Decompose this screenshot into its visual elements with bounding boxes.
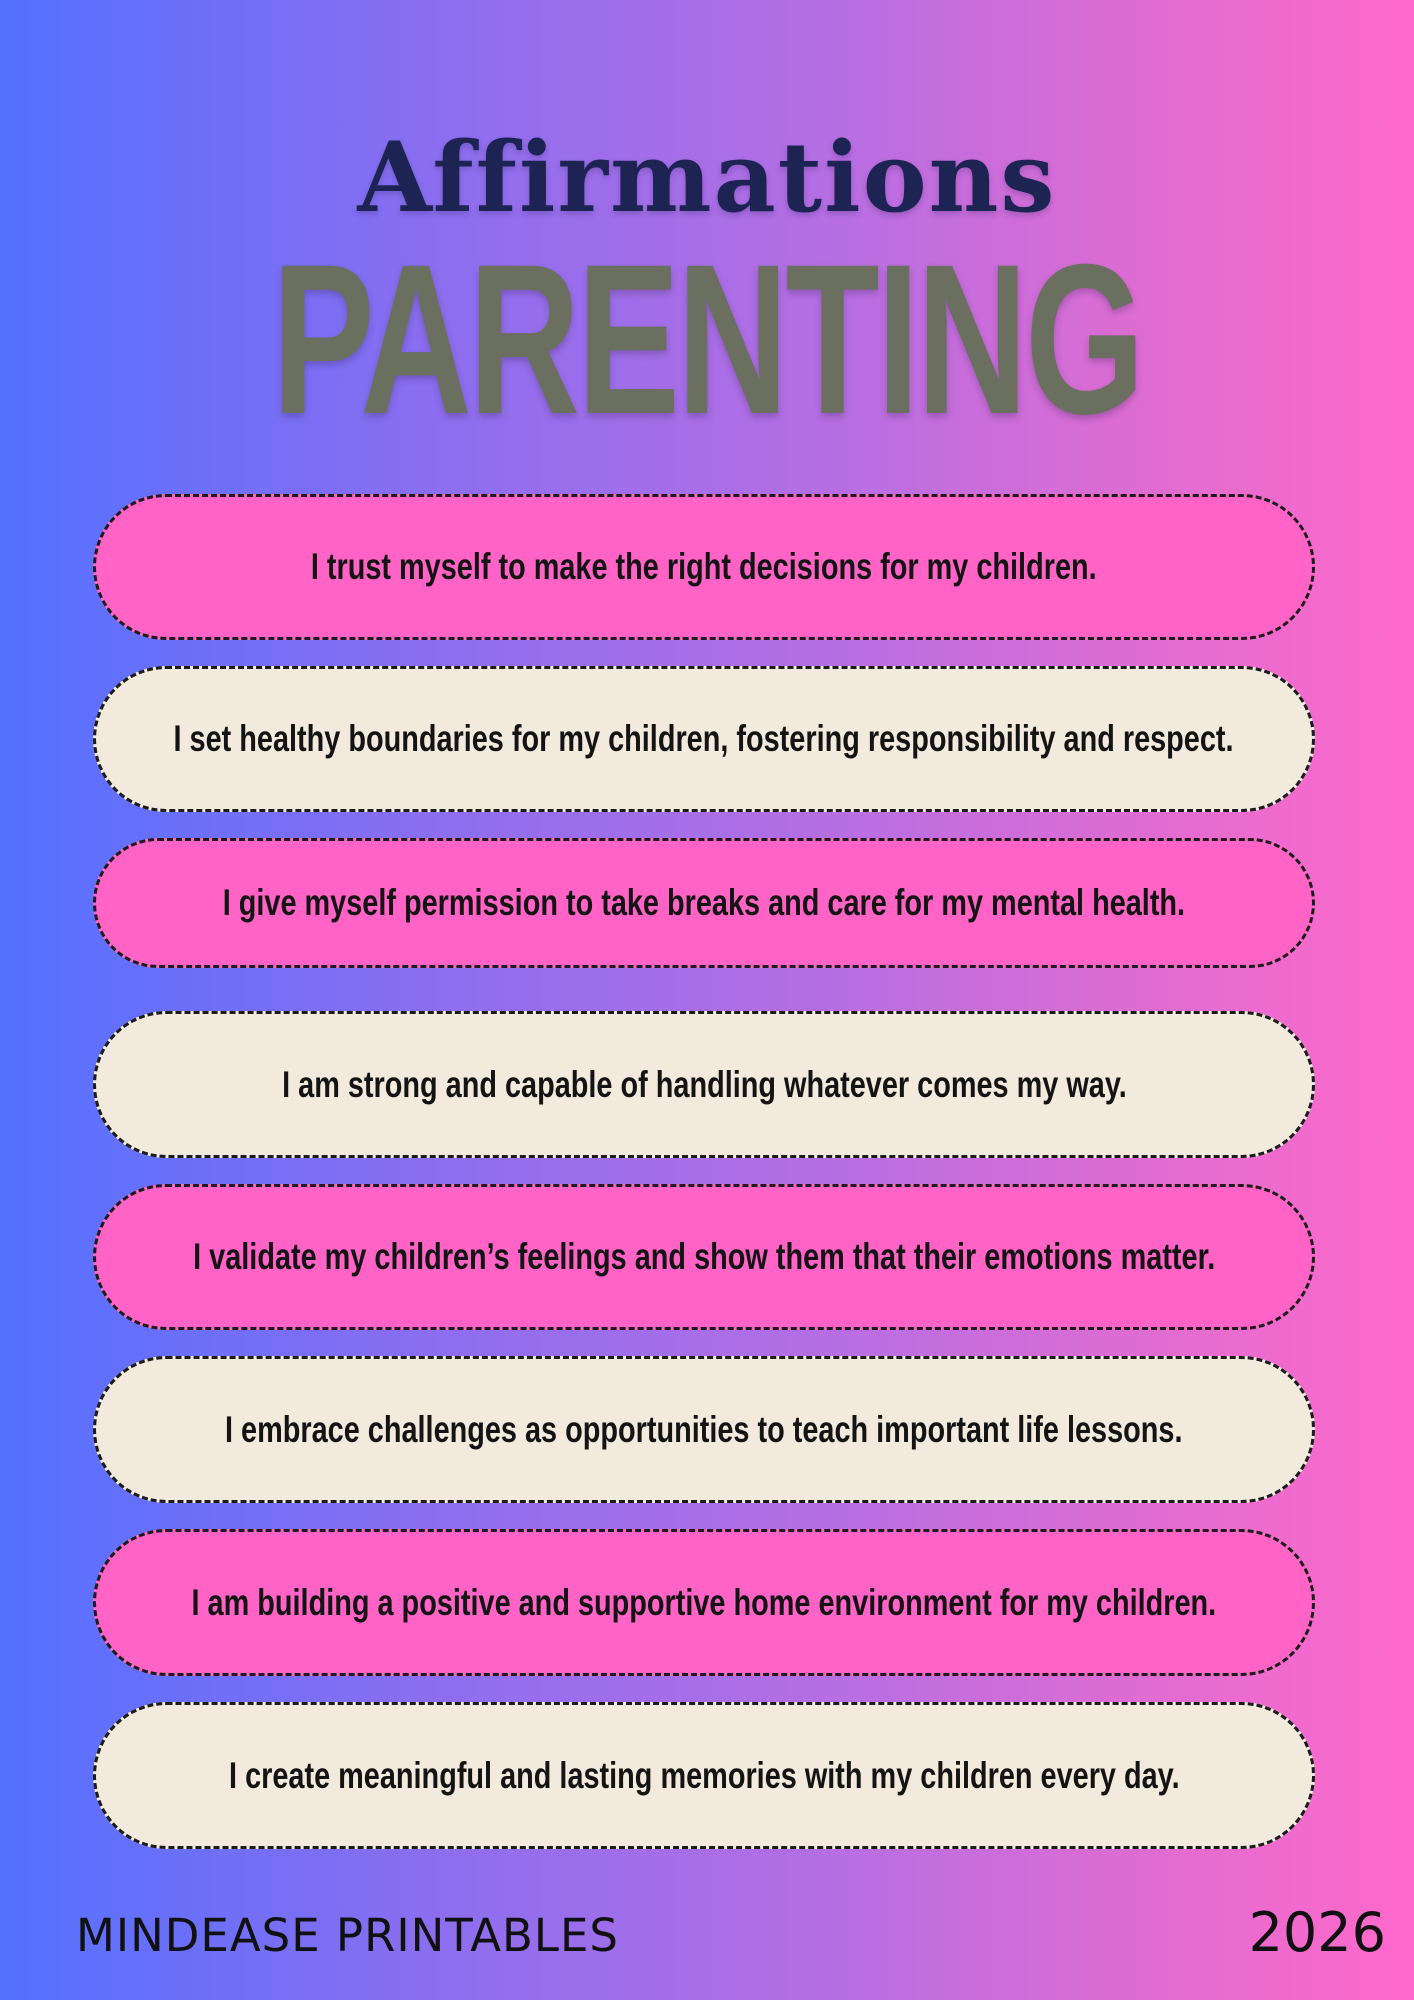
affirmation-card-5 — [93, 1184, 1315, 1330]
affirmation-card-8 — [93, 1702, 1315, 1849]
brand-name: MINDEASE PRINTABLES — [76, 1909, 619, 1962]
affirmation-text: I set healthy boundaries for my children, fostering responsibility and respect. — [173, 718, 1235, 759]
affirmation-card-1 — [93, 494, 1315, 640]
subtitle-affirmations: Affirmations — [357, 121, 1057, 234]
affirmation-card-7 — [93, 1529, 1315, 1676]
affirmation-card-6 — [93, 1356, 1315, 1503]
affirmation-text: I am building a positive and supportive home environment for my children. — [191, 1581, 1217, 1623]
affirmation-card-3 — [93, 838, 1315, 968]
year-label: 2026 — [1248, 1901, 1386, 1964]
affirmation-text: I trust myself to make the right decisions for my children. — [311, 546, 1097, 587]
affirmation-text: I embrace challenges as opportunities to teach important life lessons. — [225, 1408, 1183, 1450]
affirmation-text: I am strong and capable of handling whatever comes my way. — [281, 1063, 1127, 1105]
affirmation-card-2 — [93, 666, 1315, 812]
affirmation-card-4 — [93, 1011, 1315, 1158]
affirmation-text: I give myself permission to take breaks and care for my mental health. — [222, 882, 1186, 923]
affirmation-text: I validate my children’s feelings and show them that their emotions matter. — [192, 1236, 1216, 1277]
affirmation-text: I create meaningful and lasting memories with my children every day. — [228, 1754, 1180, 1796]
title-parenting: PARENTING — [271, 220, 1143, 459]
